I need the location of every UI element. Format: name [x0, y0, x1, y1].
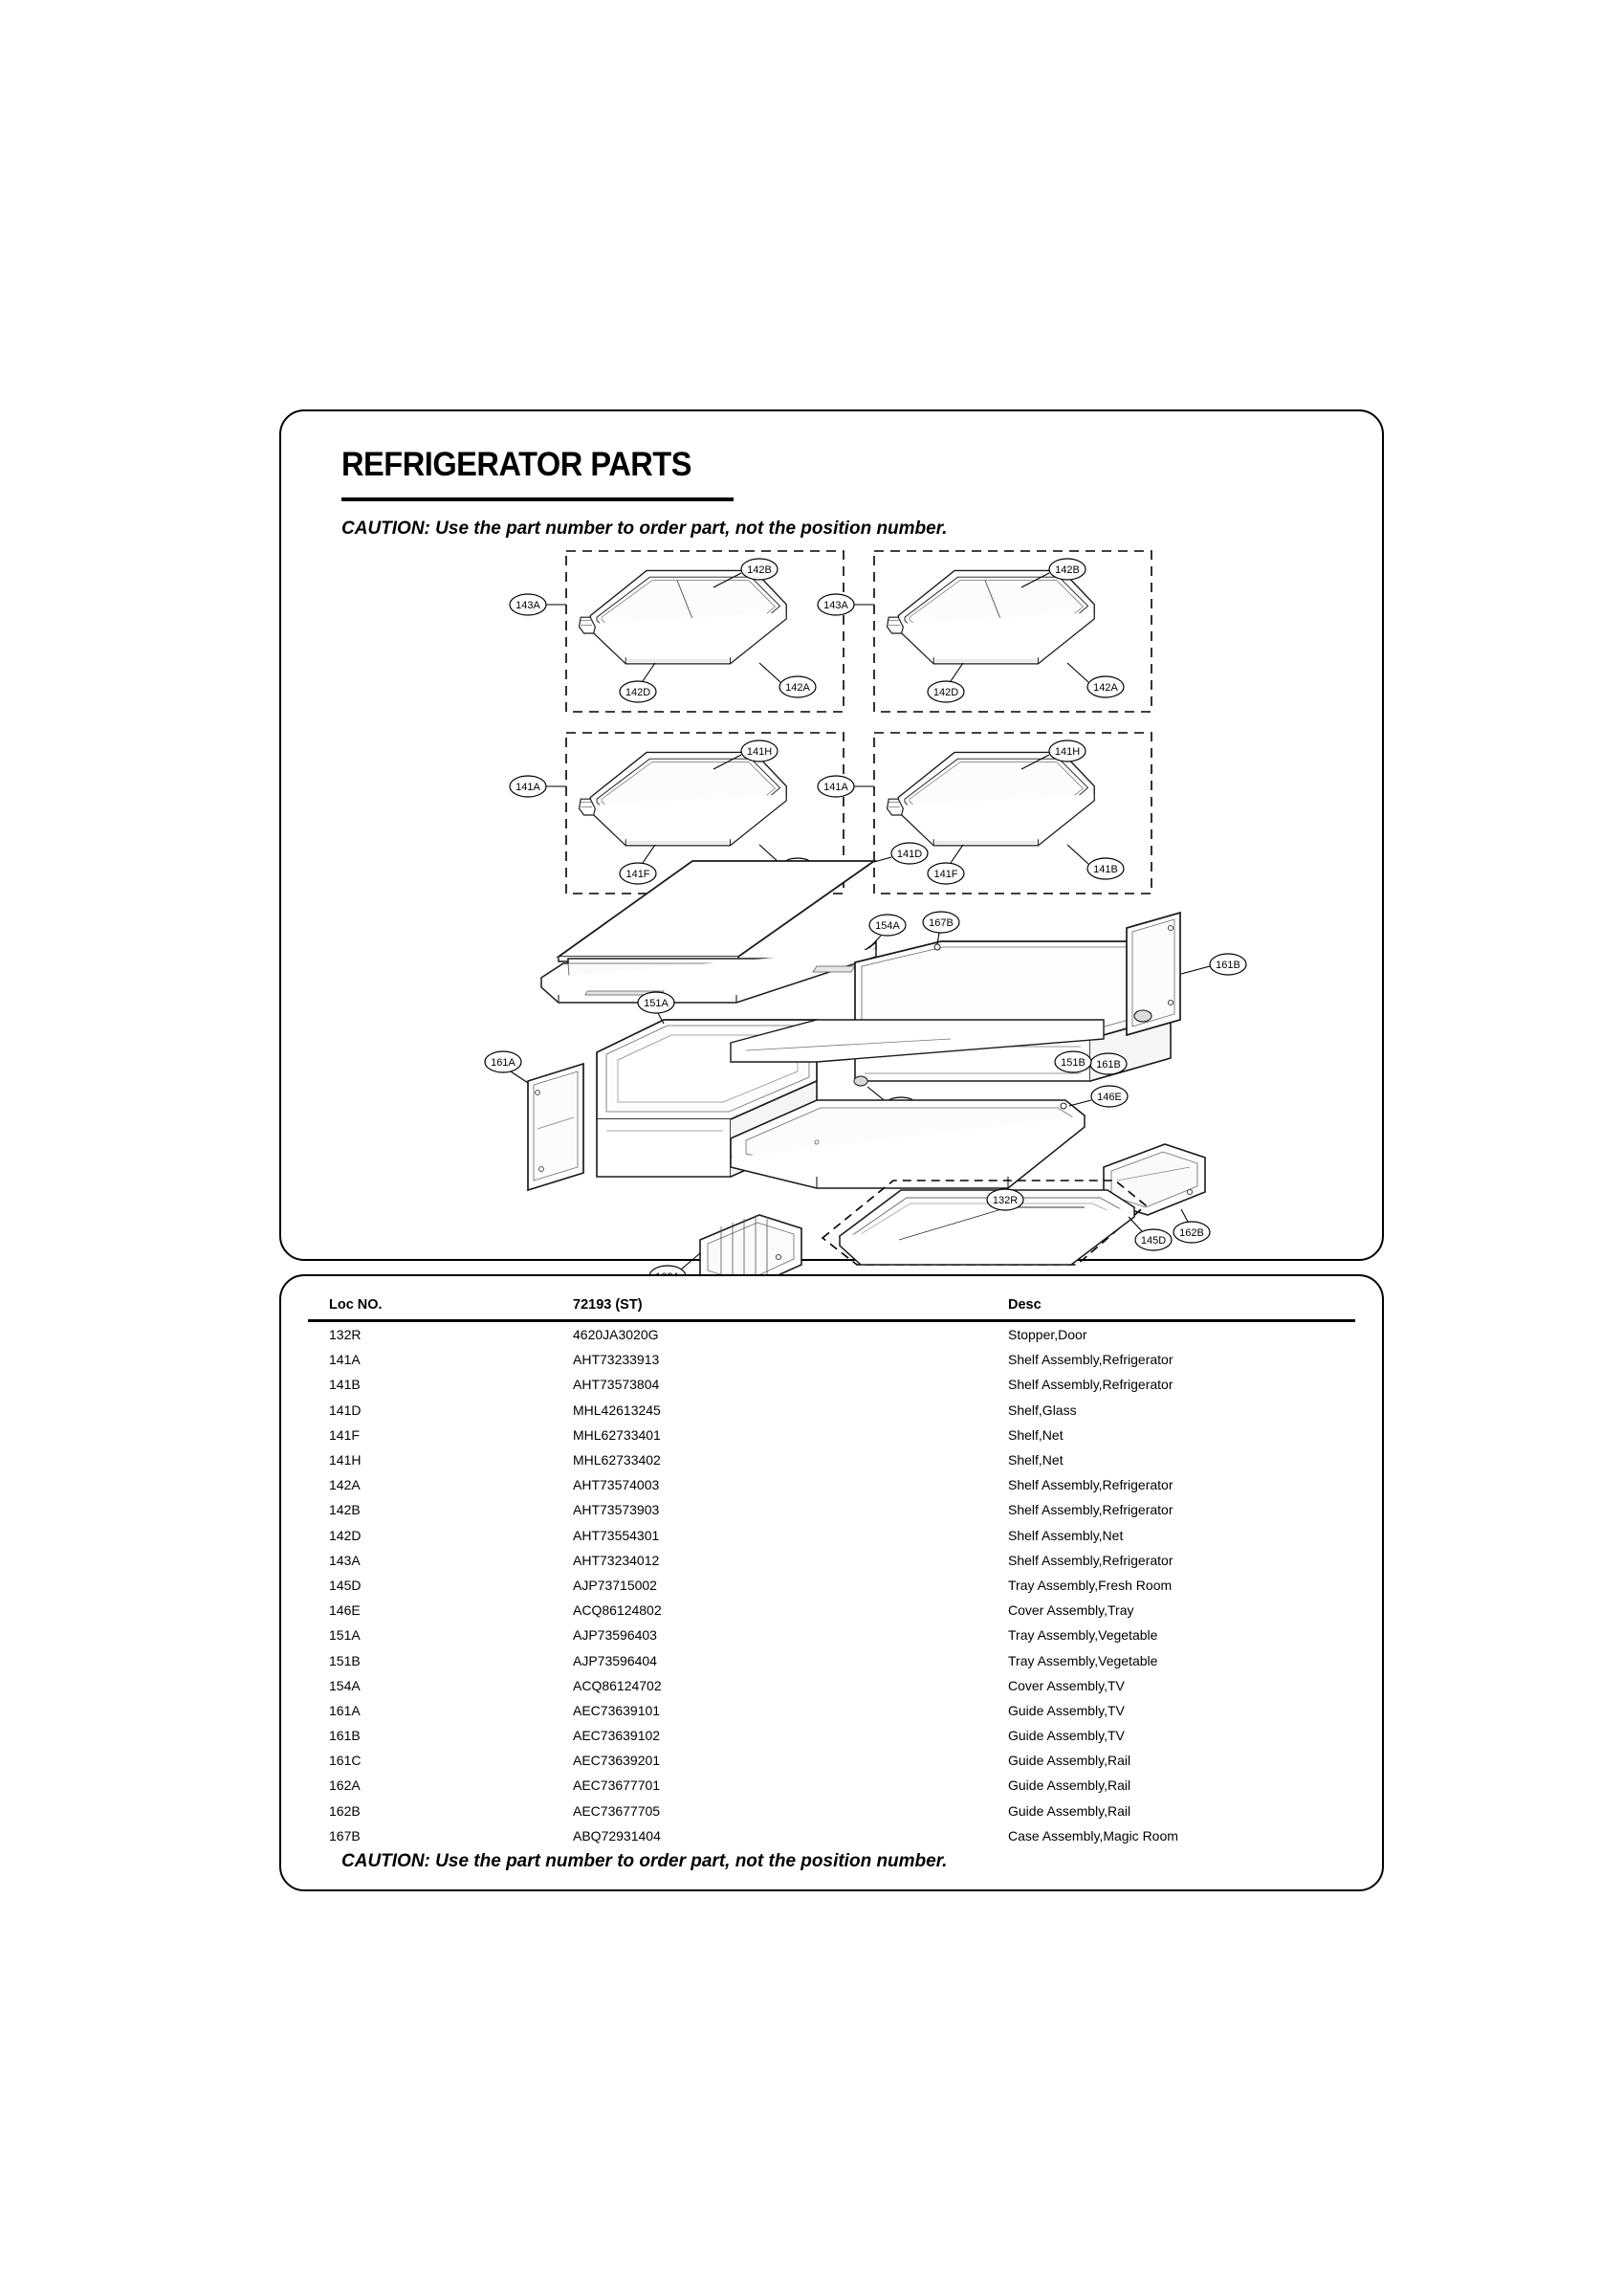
cell-loc: 162B [329, 1802, 361, 1819]
cell-part-number: AJP73596403 [573, 1627, 657, 1644]
cell-description: Guide Assembly,TV [1008, 1728, 1125, 1744]
cell-loc: 154A [329, 1677, 361, 1693]
cell-loc: 132R [329, 1327, 362, 1343]
title-underline [341, 497, 734, 501]
svg-text:141D: 141D [896, 849, 923, 860]
table-row [308, 1773, 1355, 1798]
callout-141F [620, 845, 656, 884]
parts-list-panel [279, 1274, 1384, 1891]
svg-text:143A: 143A [823, 600, 848, 611]
table-row [308, 1372, 1355, 1397]
cell-part-number: AHT73233913 [573, 1352, 660, 1368]
exploded-parts-diagram [281, 545, 1382, 1253]
cell-part-number: AHT73234012 [573, 1552, 660, 1568]
callout-142D [620, 663, 656, 702]
table-row [308, 1423, 1355, 1447]
callout-161A [485, 1051, 528, 1083]
cell-part-number: AHT73573804 [573, 1377, 660, 1393]
callout-145D [1129, 1217, 1172, 1250]
table-row [308, 1673, 1355, 1698]
table-row [308, 1573, 1355, 1598]
caution-note-top: CAUTION: Use the part number to order part, not the position number. [341, 519, 948, 539]
cell-description: Guide Assembly,Rail [1008, 1777, 1131, 1794]
shelf-group-bottom-right [818, 733, 1151, 894]
callout-161B-lower [1090, 1053, 1127, 1074]
svg-text:141B: 141B [1093, 864, 1118, 875]
svg-text:142B: 142B [747, 564, 772, 576]
table-row [308, 1497, 1355, 1522]
cell-loc: 145D [329, 1577, 362, 1593]
table-row [308, 1598, 1355, 1623]
svg-text:145D: 145D [1140, 1235, 1167, 1247]
cell-part-number: AHT73573903 [573, 1502, 660, 1518]
cell-part-number: AEC73677701 [573, 1777, 661, 1794]
cell-part-number: AEC73639101 [573, 1702, 661, 1718]
cell-part-number: MHL62733402 [573, 1452, 661, 1468]
cell-description: Cover Assembly,TV [1008, 1677, 1125, 1693]
cell-loc: 142B [329, 1502, 361, 1518]
table-row [308, 1548, 1355, 1573]
table-row [308, 1347, 1355, 1372]
svg-text:142A: 142A [1093, 682, 1118, 694]
shelf-group-top-right [818, 551, 1151, 712]
cell-description: Shelf Assembly,Refrigerator [1008, 1552, 1173, 1568]
cell-part-number: AEC73639102 [573, 1728, 661, 1744]
part-161B-guide-tv [1127, 913, 1180, 1035]
cell-description: Shelf Assembly,Refrigerator [1008, 1477, 1173, 1493]
part-141D-glass-shelf [559, 861, 874, 961]
cell-loc: 141B [329, 1377, 361, 1393]
svg-text:161B: 161B [1096, 1059, 1121, 1071]
svg-text:141F: 141F [625, 869, 650, 880]
table-row [308, 1748, 1355, 1773]
cell-part-number: AEC73677705 [573, 1802, 661, 1819]
cell-description: Guide Assembly,Rail [1008, 1753, 1131, 1769]
cell-description: Case Assembly,Magic Room [1008, 1827, 1178, 1843]
parts-table [308, 1290, 1355, 1848]
part-161A-guide-tv [528, 1064, 583, 1190]
cell-loc: 146E [329, 1602, 361, 1619]
cell-description: Shelf Assembly,Net [1008, 1527, 1124, 1543]
cell-part-number: ABQ72931404 [573, 1827, 661, 1843]
svg-text:151B: 151B [1061, 1057, 1086, 1069]
table-row [308, 1623, 1355, 1647]
cell-description: Guide Assembly,TV [1008, 1702, 1125, 1718]
svg-text:161B: 161B [1216, 960, 1240, 971]
callout-141B [1067, 845, 1124, 879]
table-row [308, 1398, 1355, 1423]
callout-142A [1067, 663, 1124, 697]
column-header-part: 72193 (ST) [573, 1290, 1008, 1321]
cell-description: Shelf Assembly,Refrigerator [1008, 1377, 1173, 1393]
cell-loc: 167B [329, 1827, 361, 1843]
cell-description: Shelf Assembly,Refrigerator [1008, 1502, 1173, 1518]
table-header-row [308, 1290, 1355, 1321]
column-header-loc: Loc NO. [308, 1290, 573, 1321]
table-row [308, 1799, 1355, 1823]
callout-146E [1069, 1086, 1128, 1107]
svg-text:146E: 146E [1097, 1092, 1122, 1103]
svg-text:151A: 151A [644, 998, 669, 1009]
cell-loc: 141D [329, 1402, 362, 1418]
svg-text:142D: 142D [932, 687, 959, 698]
svg-text:142D: 142D [625, 687, 651, 698]
cell-loc: 141F [329, 1426, 360, 1443]
callout-141D [874, 843, 928, 864]
cell-loc: 151B [329, 1652, 361, 1668]
shelf-group-top-left [510, 551, 844, 712]
cell-description: Stopper,Door [1008, 1327, 1087, 1343]
svg-text:141F: 141F [933, 869, 958, 880]
callout-141F [928, 845, 964, 884]
callout-162B [1173, 1209, 1210, 1243]
table-row [308, 1321, 1355, 1348]
svg-text:141H: 141H [746, 746, 773, 758]
svg-text:141H: 141H [1054, 746, 1081, 758]
cell-part-number: AEC73639201 [573, 1753, 661, 1769]
cell-loc: 142D [329, 1527, 362, 1543]
callout-151B [1055, 1051, 1091, 1072]
table-row [308, 1723, 1355, 1748]
callout-161B-upper [1181, 954, 1246, 975]
table-row [308, 1698, 1355, 1723]
cell-loc: 162A [329, 1777, 361, 1794]
cell-description: Shelf Assembly,Refrigerator [1008, 1352, 1173, 1368]
cell-description: Guide Assembly,Rail [1008, 1802, 1131, 1819]
cell-description: Cover Assembly,Tray [1008, 1602, 1134, 1619]
callout-151A [638, 992, 674, 1024]
main-exploded-assembly [485, 843, 1246, 1290]
callout-132R [987, 1189, 1023, 1210]
cell-part-number: AHT73554301 [573, 1527, 660, 1543]
cell-part-number: ACQ86124802 [573, 1602, 662, 1619]
svg-text:143A: 143A [515, 600, 540, 611]
cell-part-number: 4620JA3020G [573, 1327, 659, 1343]
table-row [308, 1472, 1355, 1497]
callout-143A [818, 594, 874, 615]
callout-167B [923, 912, 959, 944]
caution-note-bottom: CAUTION: Use the part number to order part, not the position number. [341, 1851, 948, 1871]
diagram-panel [279, 409, 1384, 1261]
table-row [308, 1523, 1355, 1548]
cell-part-number: AHT73574003 [573, 1477, 660, 1493]
table-row [308, 1647, 1355, 1672]
cell-part-number: MHL42613245 [573, 1402, 661, 1418]
cell-loc: 142A [329, 1477, 361, 1493]
cell-description: Tray Assembly,Fresh Room [1008, 1577, 1173, 1593]
page-title: REFRIGERATOR PARTS [341, 446, 691, 483]
cell-loc: 161B [329, 1728, 361, 1744]
svg-text:132R: 132R [992, 1195, 1019, 1206]
svg-text:154A: 154A [875, 920, 900, 932]
callout-142A [759, 663, 816, 697]
column-header-desc: Desc [1008, 1290, 1355, 1321]
cell-description: Shelf,Net [1008, 1426, 1064, 1443]
cell-loc: 141H [329, 1452, 362, 1468]
cell-part-number: AJP73715002 [573, 1577, 657, 1593]
svg-text:162B: 162B [1179, 1227, 1204, 1239]
cell-loc: 151A [329, 1627, 361, 1644]
svg-text:167B: 167B [929, 917, 954, 929]
callout-141A [818, 776, 874, 797]
table-row [308, 1823, 1355, 1848]
cell-loc: 161A [329, 1702, 361, 1718]
cell-part-number: MHL62733401 [573, 1426, 661, 1443]
svg-text:141A: 141A [515, 782, 540, 793]
svg-text:142B: 142B [1055, 564, 1080, 576]
svg-text:142A: 142A [785, 682, 810, 694]
cell-loc: 141A [329, 1352, 361, 1368]
callout-141A [510, 776, 566, 797]
cell-part-number: AJP73596404 [573, 1652, 657, 1668]
svg-text:161A: 161A [491, 1057, 515, 1069]
cell-part-number: ACQ86124702 [573, 1677, 662, 1693]
callout-143A [510, 594, 566, 615]
cell-description: Tray Assembly,Vegetable [1008, 1627, 1158, 1644]
cell-loc: 161C [329, 1753, 362, 1769]
cell-loc: 143A [329, 1552, 361, 1568]
cell-description: Tray Assembly,Vegetable [1008, 1652, 1158, 1668]
callout-142D [928, 663, 964, 702]
svg-text:141A: 141A [823, 782, 848, 793]
part-145D-tray-fresh-room [822, 1181, 1146, 1265]
table-row [308, 1447, 1355, 1472]
cell-description: Shelf,Net [1008, 1452, 1064, 1468]
cell-description: Shelf,Glass [1008, 1402, 1077, 1418]
